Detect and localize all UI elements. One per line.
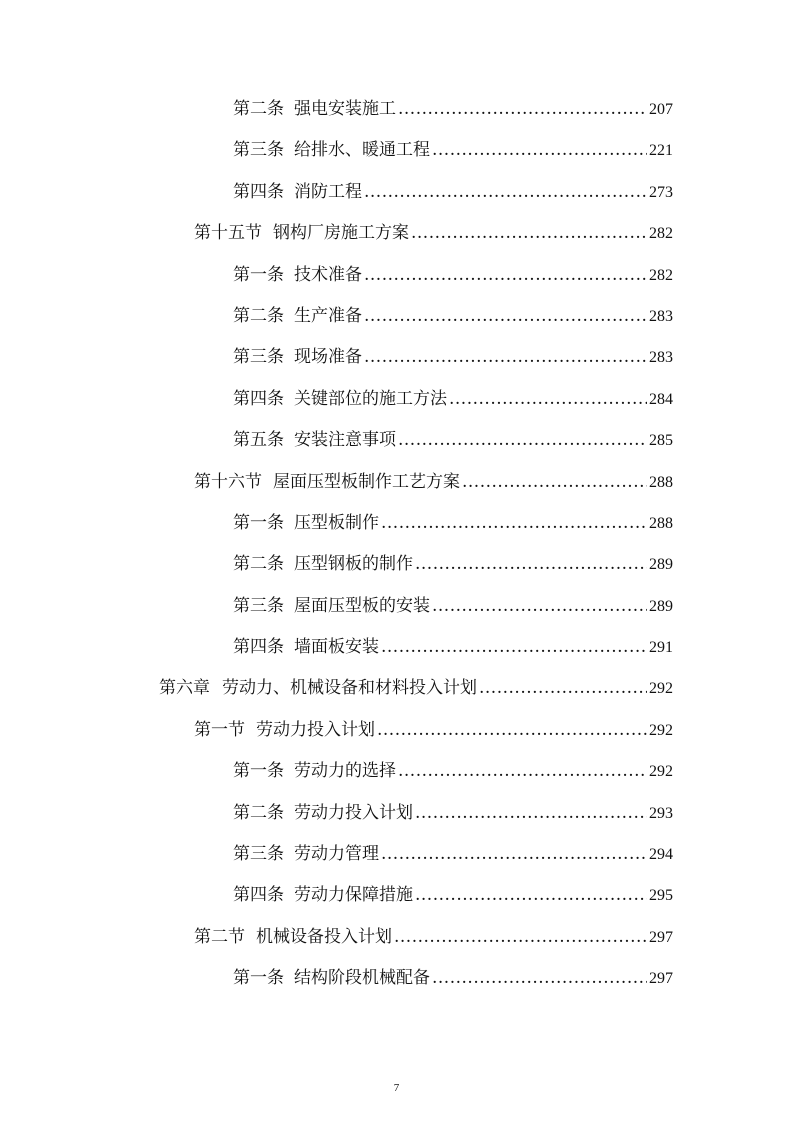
toc-entry-number: 第二条: [233, 802, 284, 823]
toc-entry-page: 285: [649, 432, 673, 450]
toc-dot-leader: [432, 586, 647, 627]
toc-entry[interactable]: [0, 337, 793, 378]
toc-entry[interactable]: [0, 544, 793, 585]
toc-entry-page: 291: [649, 639, 673, 657]
toc-entry-page: 292: [649, 721, 673, 739]
toc-entry[interactable]: [0, 462, 793, 503]
toc-dot-leader: [398, 89, 647, 130]
toc-entry[interactable]: [0, 751, 793, 792]
toc-dot-leader: [415, 544, 647, 585]
toc-entry-page: 293: [649, 804, 673, 822]
table-of-contents: [0, 89, 793, 1000]
toc-dot-leader: [381, 503, 647, 544]
toc-entry-title: 机械设备投入计划: [256, 926, 392, 947]
toc-entry-number: 第十六节: [194, 471, 262, 492]
toc-entry-page: 292: [649, 763, 673, 781]
toc-entry-title: 生产准备: [294, 305, 362, 326]
toc-entry-title: 给排水、暖通工程: [294, 140, 430, 161]
toc-entry-page: 288: [649, 514, 673, 532]
toc-entry[interactable]: [0, 668, 793, 709]
toc-entry-number: 第二条: [233, 305, 284, 326]
toc-dot-leader: [462, 462, 647, 503]
toc-entry-page: 295: [649, 887, 673, 905]
toc-entry-title: 劳动力的选择: [294, 761, 396, 782]
toc-entry-number: 第一条: [233, 968, 284, 989]
toc-entry[interactable]: [0, 296, 793, 337]
toc-entry-title: 钢构厂房施工方案: [273, 223, 409, 244]
toc-dot-leader: [449, 379, 647, 420]
toc-entry-page: 289: [649, 556, 673, 574]
toc-entry[interactable]: [0, 586, 793, 627]
toc-dot-leader: [394, 917, 647, 958]
page-number: 7: [393, 1082, 400, 1094]
toc-entry-title: 现场准备: [294, 347, 362, 368]
toc-entry-title: 屋面压型板制作工艺方案: [273, 471, 460, 492]
toc-entry-title: 压型板制作: [294, 512, 379, 533]
toc-entry-page: 282: [649, 225, 673, 243]
toc-entry-title: 技术准备: [294, 264, 362, 285]
toc-dot-leader: [432, 130, 647, 171]
toc-entry-number: 第十五节: [194, 223, 262, 244]
toc-entry-title: 结构阶段机械配备: [294, 968, 430, 989]
toc-entry-page: 221: [649, 142, 673, 160]
toc-entry-number: 第四条: [233, 885, 284, 906]
toc-entry-page: 283: [649, 307, 673, 325]
toc-entry-number: 第二条: [233, 554, 284, 575]
toc-entry-page: 297: [649, 970, 673, 988]
toc-entry[interactable]: [0, 793, 793, 834]
toc-entry[interactable]: [0, 958, 793, 999]
toc-entry-number: 第三条: [233, 347, 284, 368]
toc-entry-number: 第一条: [233, 512, 284, 533]
toc-dot-leader: [479, 668, 647, 709]
toc-entry-number: 第二条: [233, 99, 284, 119]
toc-dot-leader: [381, 627, 647, 668]
toc-dot-leader: [415, 875, 647, 916]
toc-entry[interactable]: [0, 172, 793, 213]
toc-entry-page: 273: [649, 183, 673, 201]
toc-entry[interactable]: [0, 255, 793, 296]
toc-entry-title: 劳动力投入计划: [294, 802, 413, 823]
toc-dot-leader: [364, 172, 647, 213]
toc-entry-page: 207: [649, 101, 673, 118]
toc-entry[interactable]: [0, 710, 793, 751]
toc-entry[interactable]: [0, 503, 793, 544]
toc-entry-title: 压型钢板的制作: [294, 554, 413, 575]
toc-entry-number: 第三条: [233, 140, 284, 161]
toc-entry-number: 第六章: [159, 678, 210, 699]
toc-dot-leader: [398, 751, 647, 792]
toc-entry-title: 劳动力管理: [294, 844, 379, 865]
toc-dot-leader: [364, 296, 647, 337]
toc-entry-title: 劳动力保障措施: [294, 885, 413, 906]
toc-entry[interactable]: [0, 213, 793, 254]
toc-entry-number: 第一节: [194, 719, 245, 740]
toc-entry-title: 关键部位的施工方法: [294, 388, 447, 409]
toc-entry-title: 安装注意事项: [294, 430, 396, 451]
toc-entry-number: 第四条: [233, 181, 284, 202]
toc-entry-title: 强电安装施工: [294, 99, 396, 119]
toc-dot-leader: [411, 213, 647, 254]
toc-entry[interactable]: [0, 420, 793, 461]
toc-entry-number: 第四条: [233, 637, 284, 658]
toc-dot-leader: [377, 710, 647, 751]
toc-entry-number: 第四条: [233, 388, 284, 409]
toc-entry-title: 墙面板安装: [294, 637, 379, 658]
toc-entry-title: 屋面压型板的安装: [294, 595, 430, 616]
toc-dot-leader: [364, 255, 647, 296]
toc-entry-page: 284: [649, 390, 673, 408]
toc-entry-page: 297: [649, 928, 673, 946]
toc-entry[interactable]: [0, 130, 793, 171]
toc-entry-page: 294: [649, 846, 673, 864]
toc-dot-leader: [432, 958, 647, 999]
toc-entry-page: 283: [649, 349, 673, 367]
toc-entry[interactable]: [0, 834, 793, 875]
toc-entry-number: 第三条: [233, 844, 284, 865]
toc-dot-leader: [398, 420, 647, 461]
toc-entry[interactable]: [0, 875, 793, 916]
toc-entry[interactable]: [0, 917, 793, 958]
toc-dot-leader: [381, 834, 647, 875]
toc-entry-title: 劳动力投入计划: [256, 719, 375, 740]
toc-dot-leader: [364, 337, 647, 378]
toc-entry-number: 第三条: [233, 595, 284, 616]
toc-entry-page: 292: [649, 680, 673, 698]
toc-entry[interactable]: [0, 379, 793, 420]
toc-entry-title: 劳动力、机械设备和材料投入计划: [222, 678, 477, 699]
toc-entry-page: 282: [649, 266, 673, 284]
toc-entry[interactable]: [0, 627, 793, 668]
toc-dot-leader: [415, 793, 647, 834]
toc-entry-page: 288: [649, 473, 673, 491]
toc-entry-number: 第二节: [194, 926, 245, 947]
toc-entry-page: 289: [649, 597, 673, 615]
toc-entry-number: 第一条: [233, 761, 284, 782]
toc-entry-number: 第一条: [233, 264, 284, 285]
toc-entry-title: 消防工程: [294, 181, 362, 202]
toc-entry[interactable]: [0, 89, 793, 130]
toc-entry-number: 第五条: [233, 430, 284, 451]
